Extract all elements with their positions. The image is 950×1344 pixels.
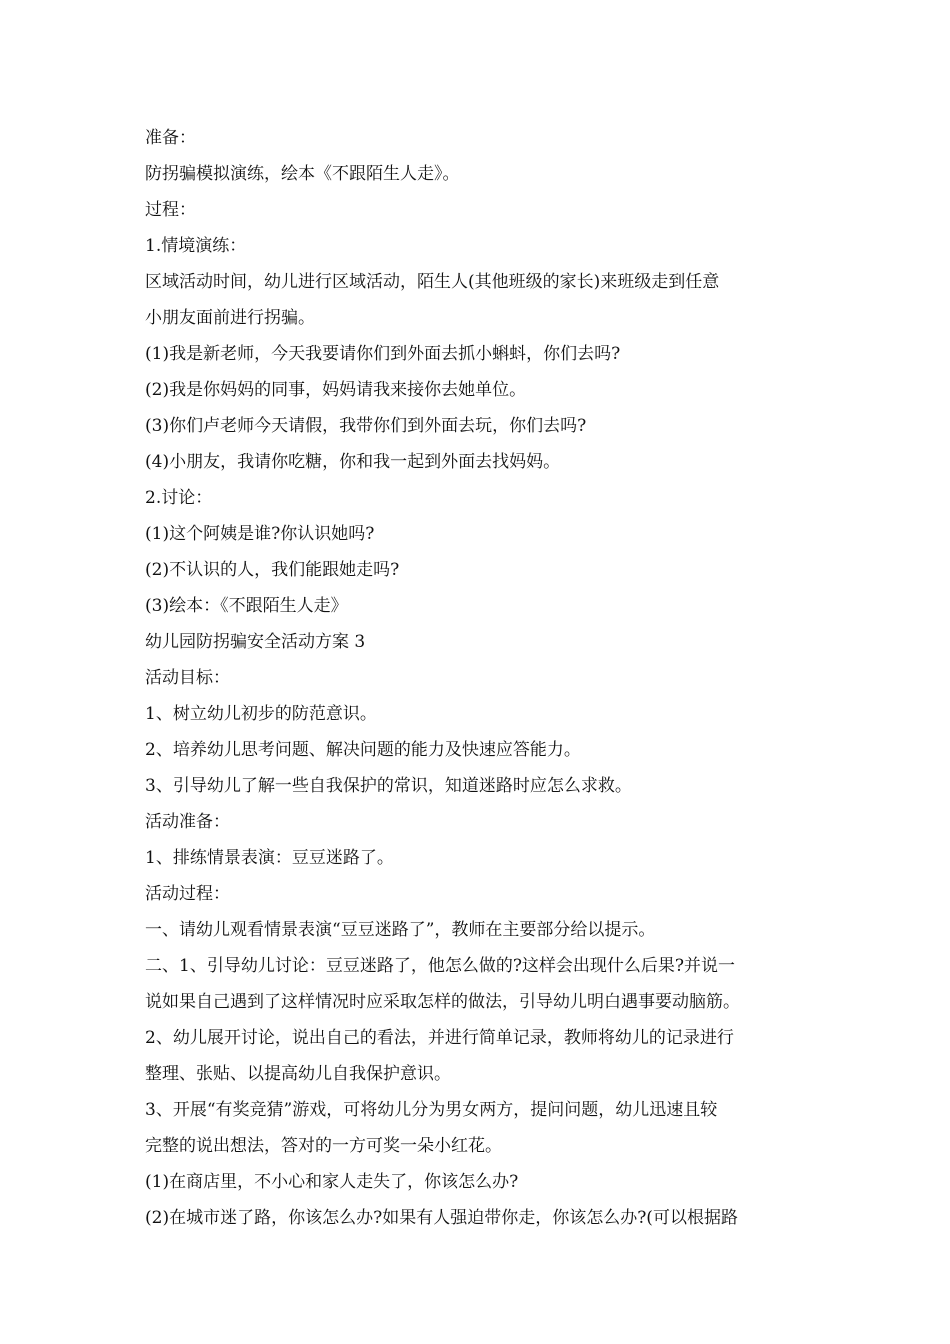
text-line: 1、树立幼儿初步的防范意识。 [145,704,377,724]
text-line: (1)这个阿姨是谁?你认识她吗? [145,524,375,544]
section-heading: 幼儿园防拐骗安全活动方案 3 [145,632,366,652]
text-line: 过程： [145,200,196,220]
text-line: 活动目标： [145,668,230,688]
text-line: 2.讨论： [145,488,213,508]
text-line: 2、培养幼儿思考问题、解决问题的能力及快速应答能力。 [145,740,581,760]
text-line: (1)在商店里，不小心和家人走失了，你该怎么办? [145,1172,519,1192]
text-line: 3、开展“有奖竞猜”游戏，可将幼儿分为男女两方，提问问题，幼儿迅速且较 [145,1100,718,1120]
text-line: 1.情境演练： [145,236,247,256]
text-line: (1)我是新老师，今天我要请你们到外面去抓小蝌蚪，你们去吗? [145,344,621,364]
text-line: 活动过程： [145,884,230,904]
text-line: 说如果自己遇到了这样情况时应采取怎样的做法，引导幼儿明白遇事要动脑筋。 [145,992,740,1012]
text-line: 小朋友面前进行拐骗。 [145,308,315,328]
text-line: (3)你们卢老师今天请假，我带你们到外面去玩，你们去吗? [145,416,587,436]
text-line: 3、引导幼儿了解一些自我保护的常识，知道迷路时应怎么求救。 [145,776,632,796]
text-line: (3)绘本：《不跟陌生人走》 [145,596,348,616]
text-line: 二、1、引导幼儿讨论：豆豆迷路了，他怎么做的?这样会出现什么后果?并说一 [145,956,736,976]
text-line: (2)在城市迷了路，你该怎么办?如果有人强迫带你走，你该怎么办?(可以根据路 [145,1208,738,1228]
text-line: 2、幼儿展开讨论，说出自己的看法，并进行简单记录，教师将幼儿的记录进行 [145,1028,734,1048]
text-line: 区域活动时间，幼儿进行区域活动，陌生人(其他班级的家长)来班级走到任意 [145,272,720,292]
document-body [145,120,810,1236]
text-line: (2)我是你妈妈的同事，妈妈请我来接你去她单位。 [145,380,527,400]
text-line: 1、排练情景表演：豆豆迷路了。 [145,848,394,868]
text-line: (4)小朋友，我请你吃糖，你和我一起到外面去找妈妈。 [145,452,561,472]
text-line: 准备： [145,128,196,148]
text-line: (2)不认识的人，我们能跟她走吗? [145,560,400,580]
text-line: 活动准备： [145,812,230,832]
text-line: 一、请幼儿观看情景表演“豆豆迷路了”，教师在主要部分给以提示。 [145,920,656,940]
text-line: 整理、张贴、以提高幼儿自我保护意识。 [145,1064,451,1084]
text-line: 完整的说出想法，答对的一方可奖一朵小红花。 [145,1136,502,1156]
text-line: 防拐骗模拟演练，绘本《不跟陌生人走》。 [145,164,460,184]
